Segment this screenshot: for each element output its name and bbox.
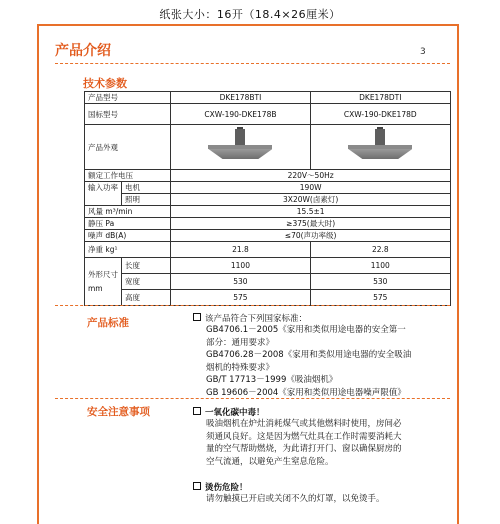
checkbox-bullet-icon	[193, 407, 201, 415]
safety-heading: 安全注意事项	[87, 406, 150, 418]
range-hood-illustration	[208, 127, 272, 167]
table-row	[85, 230, 451, 242]
std-model-label: 国标型号	[85, 104, 171, 125]
standard-line: GB4706.28－2008《家用和类似用途电器的安全吸油	[206, 350, 412, 361]
table-row	[85, 182, 451, 194]
model-b: DKE178DTI	[310, 92, 450, 104]
dims-label-1: 外形尺寸	[88, 269, 118, 279]
safety-item1-title: 一氧化碳中毒！	[205, 408, 265, 418]
width-a: 530	[171, 274, 310, 290]
standard-line: GB 19606－2004《家用和类似用途电器噪声限值》	[206, 387, 406, 398]
standards-list	[206, 324, 411, 400]
light-label: 照明	[122, 194, 171, 206]
noise-value: ≤70(声功率级)	[171, 230, 451, 242]
dims-label	[85, 258, 122, 306]
width-b: 530	[310, 274, 450, 290]
safety-item1-line: 量的空气帮助燃烧，为此请打开门、窗以确保厨房的	[206, 444, 402, 455]
standards-heading: 产品标准	[87, 317, 129, 329]
safety-item2-text	[206, 493, 385, 506]
safety-item2-line: 请勿触摸已开启或关闭不久的灯罩，以免烫手。	[206, 494, 385, 504]
width-label: 宽度	[122, 274, 171, 290]
height-b: 575	[310, 290, 450, 306]
safety-item1-line: 须通风良好。这是因为燃气灶具在工作时需要消耗大	[206, 431, 402, 442]
safety-item1-line: 空气流通，以避免产生窒息危险。	[206, 456, 334, 467]
hood-image-a	[171, 125, 310, 170]
safety-item1-title-row	[193, 406, 265, 418]
table-row	[85, 194, 451, 206]
weight-b: 22.8	[310, 242, 450, 258]
height-label: 高度	[122, 290, 171, 306]
safety-item2-title-row	[193, 481, 248, 493]
pressure-value: ≥375(最大时)	[171, 218, 451, 230]
spec-table	[84, 91, 451, 306]
safety-divider	[55, 398, 450, 399]
standards-divider	[55, 305, 450, 306]
height-a: 575	[171, 290, 310, 306]
std-model-a: CXW-190-DKE178B	[171, 104, 310, 125]
weight-label: 净重 kg¹	[85, 242, 171, 258]
range-hood-illustration	[348, 127, 412, 167]
length-a: 1100	[171, 258, 310, 274]
checkbox-bullet-icon	[193, 313, 201, 321]
weight-a: 21.8	[171, 242, 310, 258]
table-row	[85, 290, 451, 306]
table-row	[85, 170, 451, 182]
table-row	[85, 104, 451, 125]
standards-intro: 该产品符合下列国家标准：	[205, 314, 308, 324]
pressure-label: 静压 Pa	[85, 218, 171, 230]
table-row	[85, 274, 451, 290]
motor-label: 电机	[122, 182, 171, 194]
table-row	[85, 258, 451, 274]
table-row	[85, 92, 451, 104]
length-label: 长度	[122, 258, 171, 274]
table-row	[85, 242, 451, 258]
table-row	[85, 218, 451, 230]
light-value: 3X20W(卤素灯)	[171, 194, 451, 206]
airflow-label: 风量 m³/min	[85, 206, 171, 218]
checkbox-bullet-icon	[193, 482, 201, 490]
hood-image-b	[310, 125, 450, 170]
voltage-label: 额定工作电压	[85, 170, 171, 182]
spec-title: 技术参数	[83, 77, 127, 90]
safety-item2-title: 烫伤危险！	[205, 483, 248, 493]
std-model-b: CXW-190-DKE178D	[310, 104, 450, 125]
standards-intro-bullet	[193, 312, 307, 324]
model-label: 产品型号	[85, 92, 171, 104]
model-a: DKE178BTI	[171, 92, 310, 104]
paper-size-caption: 纸张大小：16开（18.4×26厘米）	[159, 8, 341, 21]
motor-value: 190W	[171, 182, 451, 194]
power-label: 输入功率	[85, 182, 122, 194]
table-row	[85, 125, 451, 170]
noise-label: 噪声 dB(A)	[85, 230, 171, 242]
voltage-value: 220V～50Hz	[171, 170, 451, 182]
dims-label-2: mm	[88, 283, 103, 293]
airflow-value: 15.5±1	[171, 206, 451, 218]
table-row	[85, 206, 451, 218]
appearance-label: 产品外观	[85, 125, 171, 170]
standard-line: GB/T 17713－1999《吸油烟机》	[206, 375, 338, 386]
length-b: 1100	[310, 258, 450, 274]
standard-line: 部分：通用要求》	[206, 337, 275, 348]
standard-line: GB4706.1－2005《家用和类似用途电器的安全第一	[206, 325, 406, 335]
title-divider	[55, 63, 450, 64]
page-title: 产品介绍	[55, 43, 111, 59]
standard-line: 烟机的特殊要求》	[206, 362, 275, 373]
page-number: 3	[420, 47, 426, 57]
safety-item1-text	[206, 418, 402, 468]
safety-item1-line: 吸油烟机在炉灶消耗煤气或其他燃料时使用，房间必	[206, 419, 402, 429]
